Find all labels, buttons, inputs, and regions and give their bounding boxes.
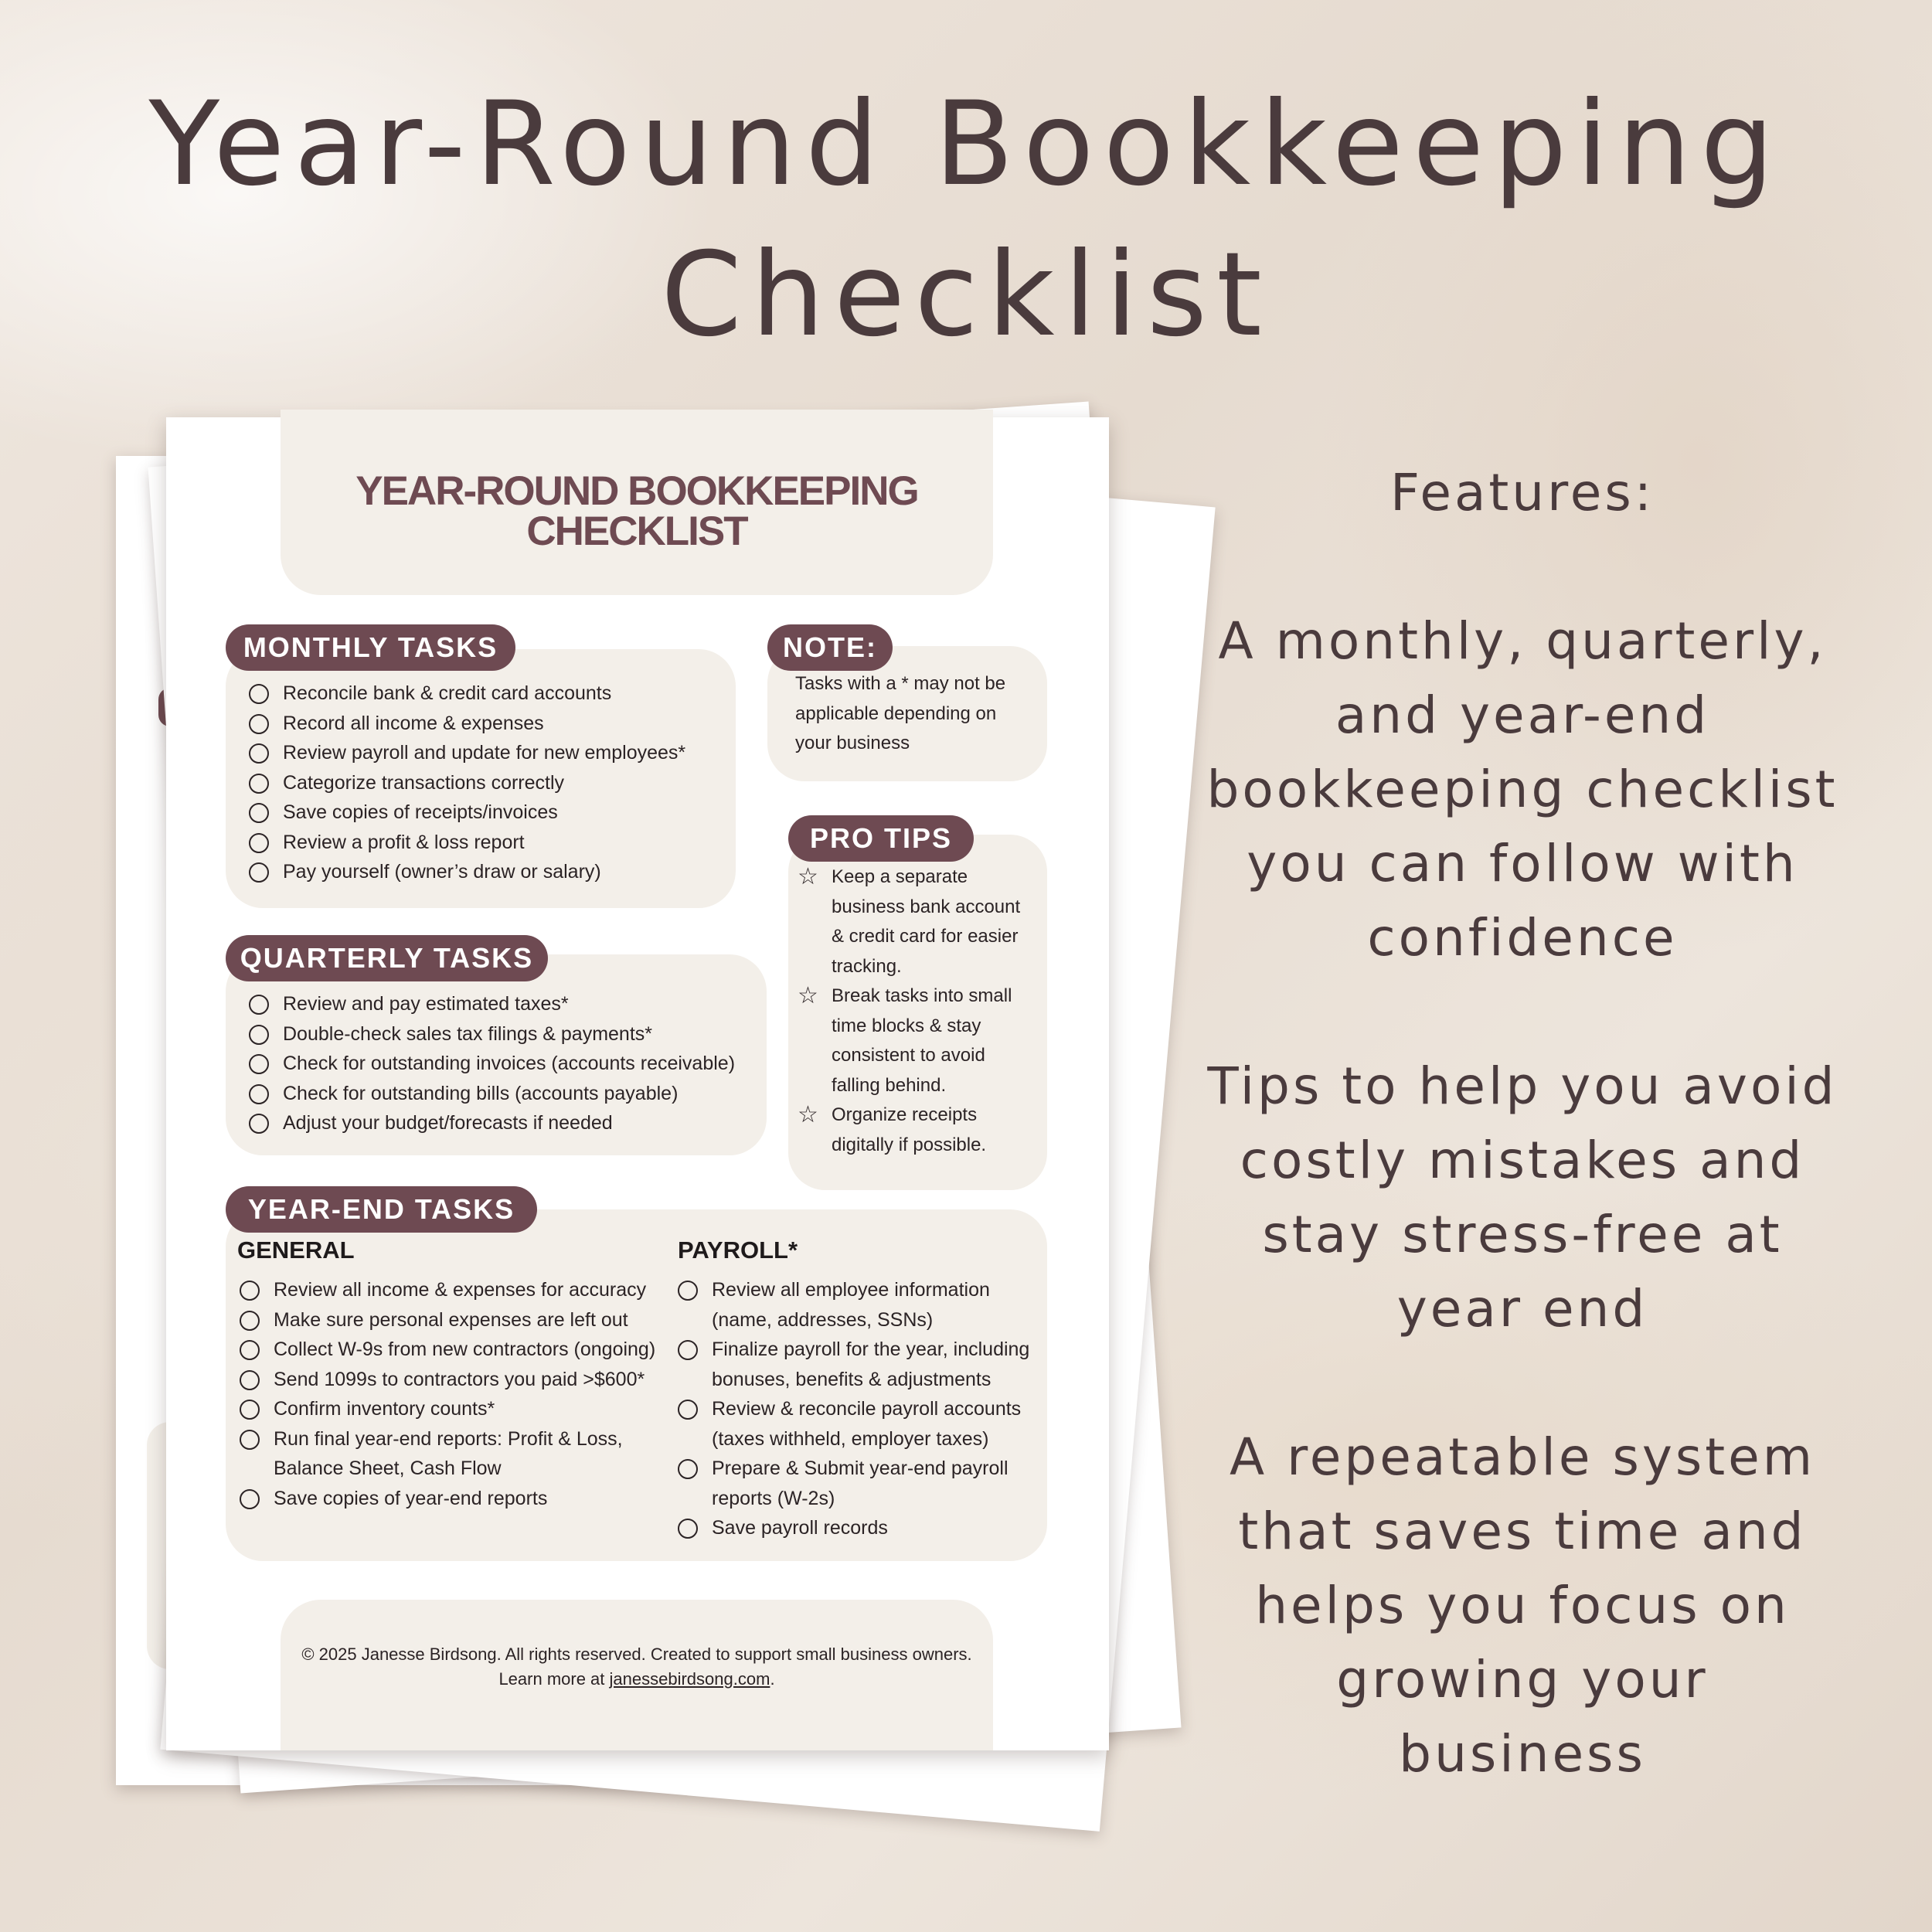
features-section — [1206, 456, 1839, 1791]
checklist-item-label: Double-check sales tax filings & payments* — [283, 1022, 653, 1045]
checkbox-circle-icon[interactable] — [240, 1281, 260, 1301]
feature-item: A repeatable system that saves time and helps you focus on growing your business — [1229, 1427, 1816, 1784]
checklist-item[interactable] — [249, 709, 685, 739]
checklist-item-label: Save copies of year-end reports — [274, 1487, 548, 1509]
document-title — [281, 468, 993, 554]
checklist-item-label: Collect W-9s from new contractors (ongoing) — [274, 1338, 656, 1360]
star-icon: ☆ — [798, 864, 818, 889]
checklist-item[interactable] — [240, 1365, 672, 1395]
checkbox-circle-icon[interactable] — [249, 743, 269, 764]
headline — [0, 70, 1932, 371]
checklist-item-label: Review and pay estimated taxes* — [283, 993, 569, 1015]
checklist-item-label: Review a profit & loss report — [283, 831, 525, 853]
checklist-item[interactable] — [678, 1335, 1041, 1394]
checklist-item[interactable] — [240, 1275, 672, 1305]
checklist-item-label: Check for outstanding bills (accounts payable) — [283, 1082, 679, 1104]
checklist-item[interactable] — [240, 1335, 672, 1365]
checkbox-circle-icon[interactable] — [249, 1025, 269, 1045]
checklist-item-label: Record all income & expenses — [283, 712, 544, 734]
year-end-tasks-panel — [226, 1209, 1047, 1561]
checklist-item[interactable] — [240, 1394, 672, 1424]
checklist-item-label: Send 1099s to contractors you paid >$600* — [274, 1368, 645, 1390]
quarterly-task-list — [249, 989, 735, 1138]
checklist-item-label: Run final year-end reports: Profit & Loss, Balance Sheet, Cash Flow — [274, 1427, 623, 1479]
checkbox-circle-icon[interactable] — [249, 1054, 269, 1074]
checklist-item[interactable] — [249, 989, 735, 1019]
payroll-task-list — [678, 1275, 1041, 1543]
features-title: Features: — [1389, 463, 1655, 522]
checklist-item-label: Finalize payroll for the year, including bonuses, benefits & adjustments — [712, 1338, 1030, 1390]
footer-end: . — [770, 1669, 775, 1689]
checkbox-circle-icon[interactable] — [249, 803, 269, 823]
checkbox-circle-icon[interactable] — [240, 1400, 260, 1420]
star-icon: ☆ — [798, 983, 818, 1009]
quarterly-tasks-heading: QUARTERLY TASKS — [226, 935, 548, 981]
pro-tips-heading: PRO TIPS — [788, 815, 974, 862]
checklist-item-label: Pay yourself (owner’s draw or salary) — [283, 861, 601, 883]
document-title-line-1: YEAR-ROUND BOOKKEEPING — [355, 468, 918, 514]
website-link[interactable]: janessebirdsong.com — [609, 1669, 770, 1689]
checklist-item[interactable] — [249, 857, 685, 887]
checklist-item[interactable] — [249, 679, 685, 709]
title-box — [281, 410, 993, 595]
checklist-item-label: Prepare & Submit year-end payroll reports (W-2s) — [712, 1458, 1009, 1509]
checklist-item-label: Adjust your budget/forecasts if needed — [283, 1112, 613, 1134]
checkbox-circle-icon[interactable] — [249, 1084, 269, 1104]
checklist-item[interactable] — [678, 1394, 1041, 1454]
checklist-item[interactable] — [678, 1275, 1041, 1335]
checkbox-circle-icon[interactable] — [249, 1114, 269, 1134]
footer-box — [281, 1600, 993, 1750]
pro-tip-text: Organize receipts digitally if possible. — [832, 1104, 987, 1155]
checklist-item[interactable] — [249, 768, 685, 798]
checkbox-circle-icon[interactable] — [240, 1311, 260, 1331]
checkbox-circle-icon[interactable] — [678, 1459, 698, 1479]
checkbox-circle-icon[interactable] — [249, 862, 269, 883]
checklist-item-label: Confirm inventory counts* — [274, 1398, 495, 1420]
checkbox-circle-icon[interactable] — [249, 774, 269, 794]
checklist-item[interactable] — [249, 1019, 735, 1049]
checklist-item[interactable] — [678, 1513, 1041, 1543]
checklist-item[interactable] — [249, 1079, 735, 1109]
checkbox-circle-icon[interactable] — [240, 1489, 260, 1509]
feature-item: Tips to help you avoid costly mistakes and stay stress-free at year end — [1207, 1056, 1838, 1338]
checkbox-circle-icon[interactable] — [249, 714, 269, 734]
checklist-item[interactable] — [240, 1484, 672, 1514]
general-task-list — [240, 1275, 672, 1513]
checkbox-circle-icon[interactable] — [678, 1519, 698, 1539]
checkbox-circle-icon[interactable] — [678, 1340, 698, 1360]
pro-tip-item — [798, 1100, 1037, 1160]
checkbox-circle-icon[interactable] — [240, 1340, 260, 1360]
headline-line-1: Year-Round Bookkeeping — [148, 77, 1784, 212]
pro-tip-item — [798, 981, 1037, 1100]
checklist-item-label: Save payroll records — [712, 1517, 888, 1539]
checklist-item[interactable] — [249, 1108, 735, 1138]
monthly-task-list — [249, 679, 685, 887]
monthly-tasks-heading: MONTHLY TASKS — [226, 624, 515, 671]
headline-line-2: Checklist — [661, 228, 1271, 362]
checklist-item[interactable] — [249, 798, 685, 828]
pro-tips-panel — [788, 835, 1047, 1190]
general-heading: GENERAL — [237, 1236, 355, 1264]
feature-item: A monthly, quarterly, and year-end bookkeeping checklist you can follow with confidence — [1206, 611, 1838, 968]
checklist-item[interactable] — [678, 1454, 1041, 1513]
checkbox-circle-icon[interactable] — [678, 1281, 698, 1301]
checkbox-circle-icon[interactable] — [249, 833, 269, 853]
payroll-heading: PAYROLL* — [678, 1236, 798, 1264]
checklist-item[interactable] — [249, 738, 685, 768]
pro-tip-text: Keep a separate business bank account & credit card for easier tracking. — [832, 866, 1021, 977]
checklist-item-label: Reconcile bank & credit card accounts — [283, 682, 612, 704]
checklist-item-label: Check for outstanding invoices (accounts receivable) — [283, 1053, 736, 1074]
checklist-item-label: Save copies of receipts/invoices — [283, 801, 558, 823]
note-heading: NOTE: — [767, 624, 893, 671]
checklist-item-label: Categorize transactions correctly — [283, 771, 565, 794]
checkbox-circle-icon[interactable] — [249, 995, 269, 1015]
checklist-item[interactable] — [249, 828, 685, 858]
checklist-item[interactable] — [249, 1049, 735, 1079]
footer-copyright: © 2025 Janesse Birdsong. All rights reserved. Created to support small business owners. Learn more at — [301, 1645, 972, 1689]
pro-tips-list — [798, 862, 1037, 1160]
checklist-item-label: Review payroll and update for new employees* — [283, 742, 686, 764]
checkbox-circle-icon[interactable] — [240, 1430, 260, 1450]
footer-text — [296, 1642, 978, 1692]
checklist-item-label: Review all income & expenses for accuracy — [274, 1279, 647, 1301]
document-title-line-2: CHECKLIST — [526, 509, 747, 554]
checkbox-circle-icon[interactable] — [249, 684, 269, 704]
checkbox-circle-icon[interactable] — [678, 1400, 698, 1420]
checklist-item[interactable] — [240, 1305, 672, 1335]
note-text: Tasks with a * may not be applicable depending on your business — [795, 673, 1006, 753]
checklist-page — [166, 417, 1109, 1750]
pro-tip-text: Break tasks into small time blocks & stay consistent to avoid falling behind. — [832, 985, 1012, 1096]
checklist-item-label: Make sure personal expenses are left out — [274, 1308, 628, 1331]
star-icon: ☆ — [798, 1102, 818, 1128]
monthly-tasks-panel — [226, 649, 736, 908]
checklist-item-label: Review all employee information (name, addresses, SSNs) — [712, 1279, 990, 1331]
checkbox-circle-icon[interactable] — [240, 1370, 260, 1390]
quarterly-tasks-panel — [226, 954, 767, 1155]
checklist-item[interactable] — [240, 1424, 672, 1484]
pro-tip-item — [798, 862, 1037, 981]
year-end-tasks-heading: YEAR-END TASKS — [226, 1186, 537, 1233]
checklist-item-label: Review & reconcile payroll accounts (taxes withheld, employer taxes) — [712, 1398, 1022, 1450]
